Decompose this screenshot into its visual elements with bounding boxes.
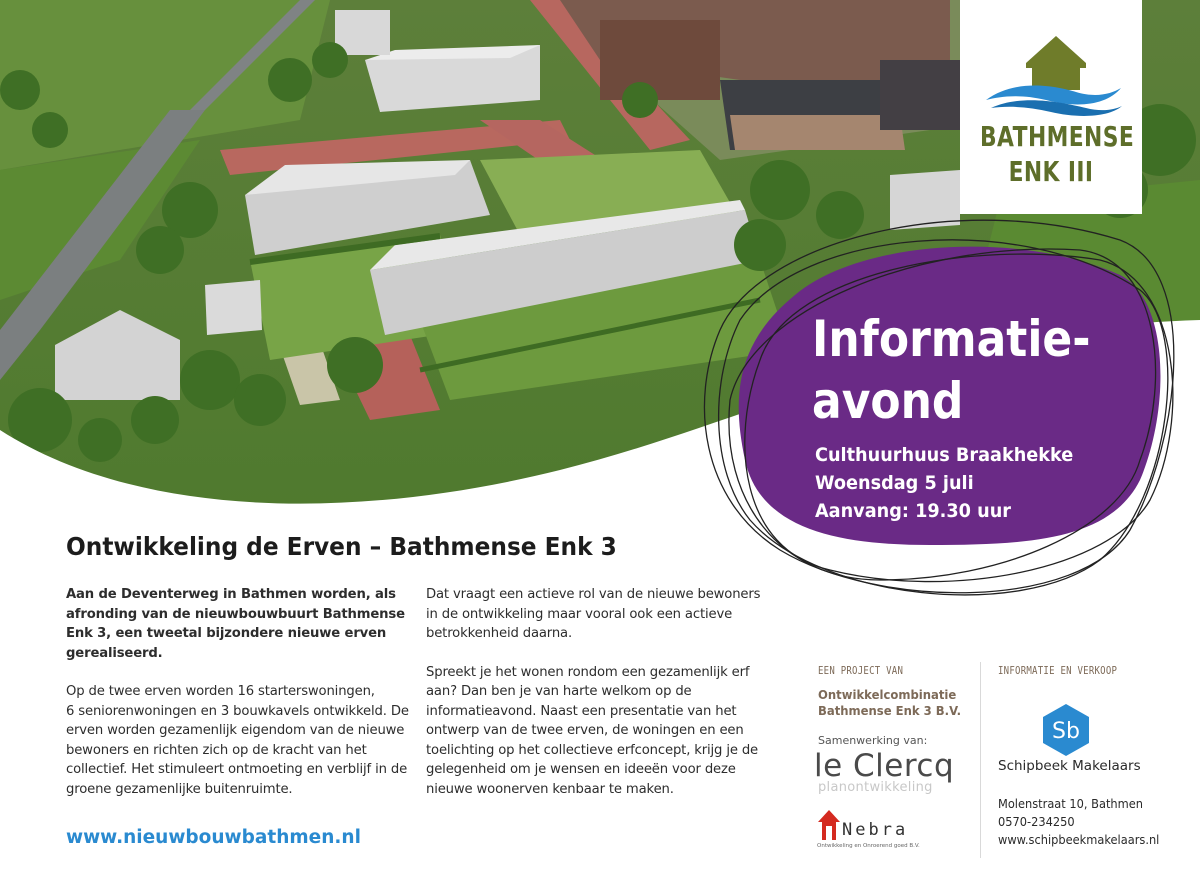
developer-line1: Ontwikkelcombinatie bbox=[818, 687, 957, 702]
house-wave-icon bbox=[976, 28, 1126, 118]
paragraph-2 bbox=[426, 663, 771, 800]
partner-divider bbox=[980, 662, 981, 858]
column-2 bbox=[426, 585, 771, 799]
nebra-house-icon bbox=[817, 808, 841, 842]
sales-phone[interactable]: 0570-234250 bbox=[998, 815, 1075, 829]
schipbeek-logo-icon bbox=[1040, 702, 1092, 758]
logo-text-line1: BATHMENSE bbox=[980, 120, 1135, 153]
website-link[interactable]: www.nieuwbouwbathmen.nl bbox=[66, 827, 361, 848]
info-date: Woensdag 5 juli bbox=[815, 472, 974, 494]
intro-line: Enk 3, een tweetal bijzondere nieuwe erven bbox=[66, 626, 387, 641]
text-line: informatieavond. Naast een presentatie van het bbox=[426, 703, 737, 719]
headline: Ontwikkeling de Erven – Bathmense Enk 3 bbox=[66, 532, 617, 561]
text-line: gelegenheid om je wensen en ideeën voor deze bbox=[426, 762, 736, 777]
info-title bbox=[812, 308, 1091, 432]
sales-website[interactable]: www.schipbeekmakelaars.nl bbox=[998, 833, 1160, 847]
text-line: aan? Dan ben je van harte welkom op de bbox=[426, 684, 692, 699]
logo-text-line2: ENK III bbox=[1008, 155, 1094, 188]
leclercq-logo: le Clercq bbox=[814, 748, 955, 784]
project-logo bbox=[960, 0, 1142, 214]
body-line: 6 seniorenwoningen en 3 bouwkavels ontwikkeld. De bbox=[66, 703, 409, 719]
body-line: Op de twee erven worden 16 starterswoningen, bbox=[66, 684, 375, 699]
info-start-time: Aanvang: 19.30 uur bbox=[815, 500, 1011, 522]
sales-label: INFORMATIE EN VERKOOP bbox=[998, 664, 1118, 677]
text-line: betrokkenheid daarna. bbox=[426, 626, 573, 641]
schipbeek-logo-letters: Sb bbox=[1052, 719, 1080, 744]
body-line: groene gezamenlijke buitenruimte. bbox=[66, 781, 293, 797]
developer-name bbox=[818, 687, 961, 719]
leclercq-subtitle: planontwikkeling bbox=[818, 780, 933, 795]
collab-label: Samenwerking van: bbox=[818, 734, 928, 747]
nebra-subtitle: Ontwikkeling en Onroerend goed B.V. bbox=[817, 843, 920, 849]
text-line: Spreekt je het wonen rondom een gezamenlijk erf bbox=[426, 664, 750, 680]
project-label: EEN PROJECT VAN bbox=[818, 664, 904, 677]
nebra-logo: Nebra bbox=[842, 820, 909, 840]
body-line: collectief. Het stimuleert ontmoeting en verblijf in de bbox=[66, 762, 408, 777]
intro-line: Aan de Deventerweg in Bathmen worden, als bbox=[66, 587, 396, 602]
body-paragraph bbox=[66, 682, 411, 799]
info-venue: Culthuurhuus Braakhekke bbox=[815, 444, 1074, 466]
developer-line2: Bathmense Enk 3 B.V. bbox=[818, 703, 961, 718]
sales-name: Schipbeek Makelaars bbox=[998, 758, 1141, 774]
text-line: nieuwe woonerven kenbaar te maken. bbox=[426, 781, 674, 797]
intro-line: gerealiseerd. bbox=[66, 645, 163, 661]
sales-address: Molenstraat 10, Bathmen bbox=[998, 797, 1143, 811]
paragraph-1 bbox=[426, 585, 771, 644]
text-line: toelichting op het collectieve erfconcept, krijg je de bbox=[426, 742, 759, 758]
text-line: ontwerp van de twee erven, de woningen en een bbox=[426, 723, 744, 738]
text-line: in de ontwikkeling maar vooral ook een actieve bbox=[426, 606, 733, 622]
info-title-line2: avond bbox=[812, 372, 964, 430]
info-title-line1: Informatie- bbox=[812, 310, 1091, 368]
body-line: erven worden gezamenlijk eigendom van de nieuwe bbox=[66, 723, 405, 738]
intro-paragraph bbox=[66, 585, 411, 663]
text-line: Dat vraagt een actieve rol van de nieuwe bewoners bbox=[426, 587, 761, 602]
column-1 bbox=[66, 585, 411, 799]
intro-line: afronding van de nieuwbouwbuurt Bathmense bbox=[66, 606, 405, 622]
body-line: bewoners en richten zich op de kracht van het bbox=[66, 742, 367, 758]
